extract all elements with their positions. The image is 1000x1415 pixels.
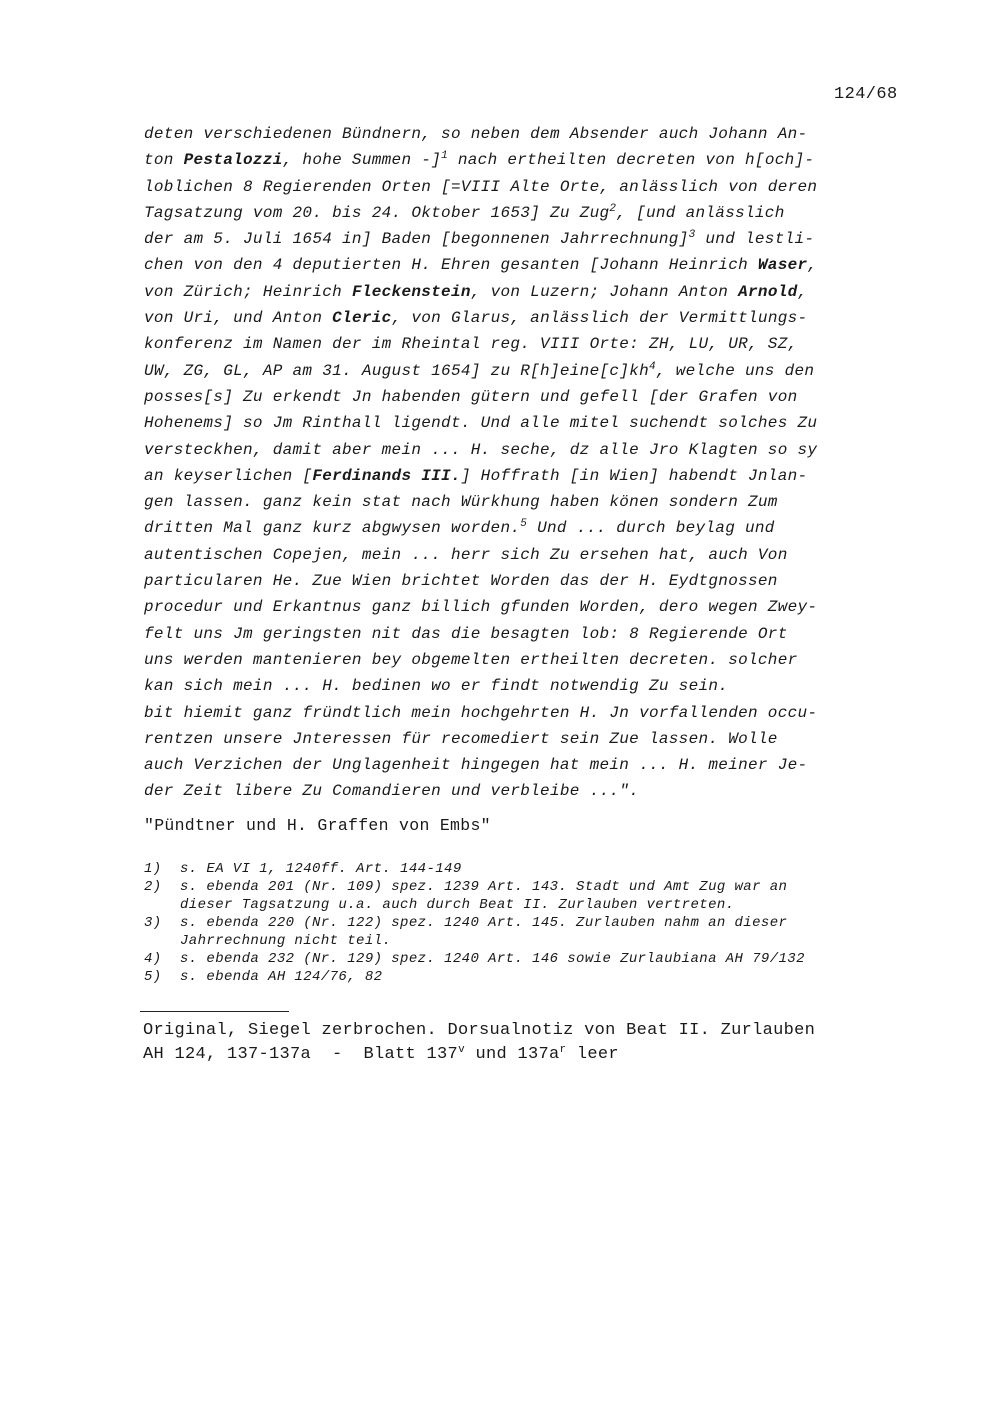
person-name: Arnold [738, 282, 798, 301]
footnote-marker: 5 [520, 518, 528, 531]
footnote-row [144, 968, 944, 986]
text-segment: loblichen 8 Regierenden Orten [=VIII Alte Orte, anlässlich von deren [144, 177, 818, 196]
footnote-number: 3) [144, 915, 162, 931]
person-name: Pestalozzi [183, 151, 283, 170]
text-line [144, 515, 964, 541]
text-line [144, 726, 964, 752]
text-segment: particularen He. Zue Wien brichtet Worden das der H. Eydtgnossen [144, 572, 778, 591]
text-line [144, 384, 964, 410]
text-segment: versteckhen, damit aber mein ... H. seche, dz alle Jro Klagten so sy [144, 440, 818, 459]
text-segment: chen von den 4 deputierten H. Ehren gesanten [Johann Heinrich [144, 256, 758, 275]
source-note [143, 1019, 815, 1067]
text-line [144, 647, 964, 673]
text-line [144, 778, 964, 804]
source-line-2 [143, 1043, 815, 1067]
text-segment: , [und anlässlich [616, 203, 785, 222]
person-name: Waser [757, 256, 808, 275]
text-segment: dritten Mal ganz kurz abgwysen worden. [144, 519, 521, 538]
footnote-row [144, 950, 944, 968]
text-segment: UW, ZG, GL, AP am 31. August 1654] zu R[h]eine[c]kh [144, 361, 649, 380]
text-segment: , hohe Summen -] [282, 151, 442, 170]
footnote-text: s. ebenda 232 (Nr. 129) spez. 1240 Art. 146 sowie Zurlaubiana AH 79/132 [180, 951, 805, 967]
text-segment: der am 5. Juli 1654 in] Baden [begonnenen Jahrrechnung] [144, 230, 689, 249]
footnote-marker: 1 [441, 150, 448, 163]
source-recto-sup: r [559, 1044, 567, 1056]
text-line [144, 437, 964, 463]
text-segment: deten verschiedenen Bündnern, so neben dem Absender auch Johann An- [144, 125, 808, 143]
footnote-text: s. ebenda 220 (Nr. 122) spez. 1240 Art. 145. Zurlauben nahm an dieser [180, 915, 788, 931]
text-segment: procedur und Erkantnus ganz billich gfunden Worden, dero wegen Zwey- [144, 598, 818, 617]
text-segment: ] Hoffrath [in Wien] habendt Jnlan- [460, 466, 808, 485]
footnote-text: dieser Tagsatzung u.a. auch durch Beat II. Zurlauben vertreten. [180, 897, 735, 913]
letter-signature: "Pündtner und H. Graffen von Embs" [144, 816, 491, 835]
text-segment: nach ertheilten decreten von h[och]- [447, 151, 815, 170]
footnote-marker: 3 [688, 229, 696, 242]
footnote-number: 4) [144, 951, 162, 967]
footnote-marker: 4 [648, 360, 656, 373]
text-line [144, 226, 964, 252]
text-line [144, 594, 964, 620]
text-line [144, 700, 964, 726]
text-line [144, 621, 964, 647]
text-segment: Und ... durch beylag und [527, 519, 775, 538]
source-line-1: Original, Siegel zerbrochen. Dorsualnotiz von Beat II. Zurlauben [143, 1021, 816, 1040]
text-line [144, 752, 964, 778]
text-segment: , von Glarus, anlässlich der Vermittlungs- [391, 309, 808, 328]
footnote-separator [140, 1011, 289, 1012]
text-segment: felt uns Jm geringsten nit das die besagten lob: 8 Regierende Ort [144, 624, 788, 643]
text-segment: konferenz im Namen der im Rheintal reg. VIII Orte: ZH, LU, UR, SZ, [144, 335, 798, 354]
text-line [144, 174, 964, 200]
text-line [144, 200, 964, 226]
text-segment: gen lassen. ganz kein stat nach Würkhung haben könen sondern Zum [144, 493, 778, 512]
text-line [144, 673, 964, 699]
text-line [144, 463, 964, 489]
text-segment: kan sich mein ... H. bedinen wo er findt notwendig Zu sein. [144, 677, 729, 696]
text-line [144, 279, 964, 305]
text-segment: , [807, 256, 818, 275]
text-segment: bit hiemit ganz fründtlich mein hochgehrten H. Jn vorfallenden occu- [144, 703, 818, 722]
text-line [144, 147, 964, 173]
person-name: Fleckenstein [351, 282, 471, 301]
text-segment: , von Luzern; Johann Anton [470, 282, 739, 301]
text-segment: und lestli- [695, 230, 815, 249]
text-segment: ton [144, 151, 184, 170]
footnote-number: 1) [144, 861, 162, 877]
source-text: und 137a [464, 1045, 560, 1064]
text-line [144, 305, 964, 331]
text-segment: Hohenems] so Jm Rinthall ligendt. Und alle mitel suchendt solches Zu [144, 414, 818, 433]
footnote-text: s. ebenda AH 124/76, 82 [180, 969, 383, 985]
text-segment: , [797, 282, 808, 301]
text-line [144, 252, 964, 278]
text-line [144, 568, 964, 594]
text-segment: posses[s] Zu erkendt Jn habenden gütern und gefell [der Grafen von [144, 387, 798, 406]
footnote-marker: 2 [609, 202, 617, 215]
footnote-text: s. EA VI 1, 1240ff. Art. 144-149 [180, 861, 462, 877]
text-segment: von Uri, und Anton [144, 309, 333, 328]
text-line [144, 121, 964, 147]
source-archive-ref: AH 124, 137-137a - Blatt 137 [143, 1045, 459, 1064]
footnote-number: 2) [144, 879, 162, 895]
text-segment: autentischen Copejen, mein ... herr sich Zu ersehen hat, auch Von [144, 545, 788, 564]
page-number: 124/68 [834, 85, 898, 104]
person-name: Ferdinands III. [312, 466, 461, 485]
footnote-row [144, 878, 944, 896]
footnote-row [144, 914, 944, 932]
text-segment: uns werden mantenieren bey obgemelten ertheilten decreten. solcher [144, 650, 798, 669]
letter-transcription [144, 121, 964, 805]
text-segment: Tagsatzung vom 20. bis 24. Oktober 1653] Zu Zug [144, 203, 610, 222]
footnotes [144, 860, 944, 986]
text-line [144, 489, 964, 515]
text-line [144, 331, 964, 357]
text-line [144, 358, 964, 384]
text-line [144, 542, 964, 568]
text-segment: , welche uns den [655, 361, 815, 380]
text-segment: rentzen unsere Jnteressen für recomediert sein Zue lassen. Wolle [144, 729, 778, 748]
footnote-row [144, 860, 944, 878]
source-text: leer [566, 1045, 619, 1064]
footnote-number: 5) [144, 969, 162, 985]
text-segment: der Zeit libere Zu Comandieren und verbleibe ...". [144, 782, 640, 801]
footnote-text: Jahrrechnung nicht teil. [180, 933, 392, 949]
footnote-row [144, 932, 944, 950]
text-segment: an keyserlichen [ [144, 466, 313, 485]
text-segment: auch Verzichen der Unglagenheit hingegen hat mein ... H. meiner Je- [144, 756, 808, 775]
source-verso-sup: v [458, 1044, 465, 1056]
footnote-text: s. ebenda 201 (Nr. 109) spez. 1239 Art. 143. Stadt und Amt Zug war an [180, 879, 788, 895]
person-name: Cleric [332, 309, 392, 328]
text-line [144, 410, 964, 436]
text-segment: von Zürich; Heinrich [144, 282, 352, 301]
footnote-row [144, 896, 944, 914]
